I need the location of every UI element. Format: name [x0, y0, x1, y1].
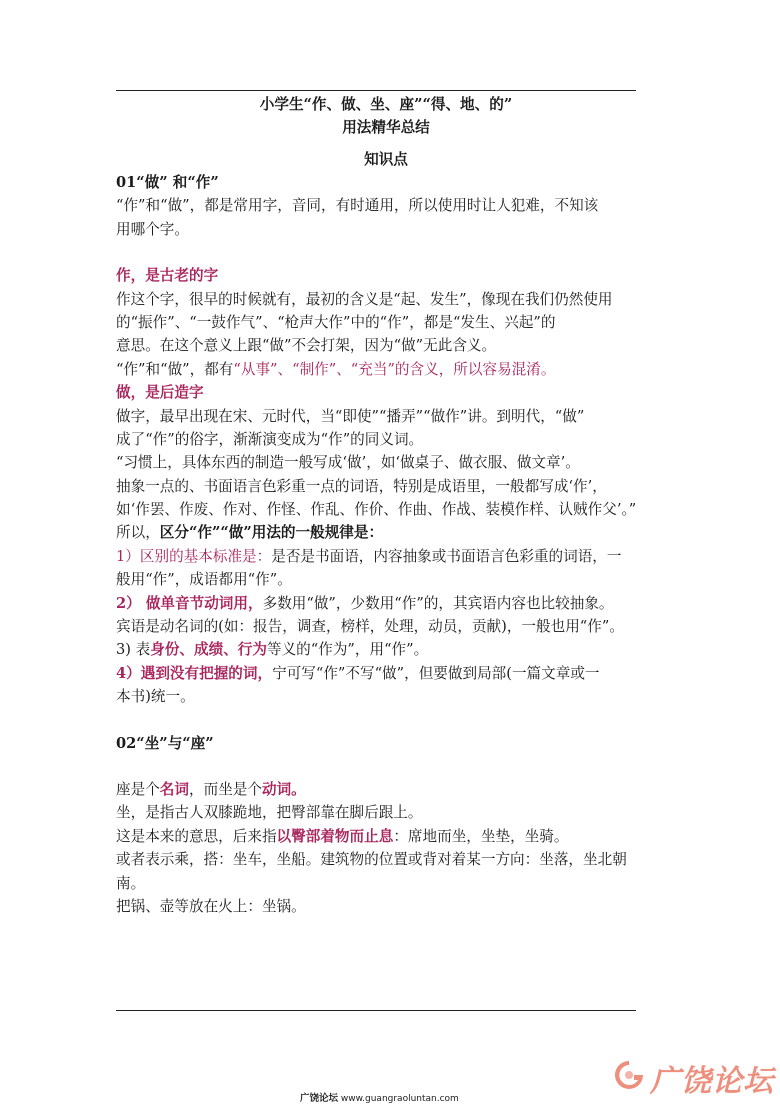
highlight-span: 2） 做单音节动词用，: [116, 594, 263, 612]
text-span: 3) 表: [116, 641, 151, 659]
bottom-rule: [116, 1010, 636, 1011]
site-logo: [612, 1054, 780, 1098]
paragraph-line: 如‘作罢、作废、作对、作怪、作乱、作价、作曲、作战、装模作样、认贼作父’。”: [116, 501, 637, 519]
highlight-span: 动词。: [261, 780, 306, 798]
subheading-zuo-ancient: 作，是古老的字: [116, 267, 219, 285]
doc-title-line2: 用法精华总结: [342, 119, 430, 136]
paragraph-line: 作这个字，很早的时候就有，最初的含义是“起、发生”，像现在我们仍然使用: [116, 290, 613, 308]
paragraph-line: [116, 521, 656, 544]
text-span: 座是个: [116, 780, 160, 798]
footer-site-name: 广饶论坛: [300, 1093, 339, 1104]
highlight-span: 1）区别的基本标准是：: [116, 547, 272, 565]
paragraph-line: 把锅、壶等放在火上：坐锅。: [116, 897, 306, 915]
text-span: 多数用“做”，少数用“作”的，其宾语内容也比较抽象。: [262, 594, 614, 612]
paragraph-line: [116, 778, 656, 801]
subheading-zuo-later: 做，是后造字: [116, 384, 204, 402]
logo-swirl-icon: [612, 1058, 646, 1092]
paragraph-line: 用哪个字。: [116, 220, 189, 238]
paragraph-line: 南。: [116, 874, 146, 892]
highlight-span: 名词: [159, 780, 189, 798]
document-body: [116, 93, 656, 918]
paragraph-line: 或者表示乘，搭：坐车，坐船。建筑物的位置或背对着某一方向：坐落，坐北朝: [116, 851, 627, 869]
bold-span: 区分“作”“做”用法的一般规律是：: [159, 524, 384, 542]
footer-site-text: [300, 1090, 459, 1104]
text-span: 这是本来的意思，后来指: [116, 827, 277, 845]
rule-item-3: [116, 638, 656, 661]
text-span: ，而坐是个: [189, 780, 262, 798]
highlight-span: 身份、成绩、行为: [150, 641, 267, 659]
paragraph-line: 本书)统一。: [116, 688, 195, 706]
paragraph-line: 的“振作”、“一鼓作气”、“枪声大作”中的“作”，都是“发生、兴起”的: [116, 313, 556, 331]
paragraph-line: 抽象一点的、书面语言色彩重一点的词语，特别是成语里，一般都写成‘作’，: [116, 477, 607, 495]
heading-02: 02“坐”与“座”: [116, 734, 214, 752]
rule-item-2: [116, 592, 656, 615]
heading-01: 01“做” 和“作”: [116, 174, 219, 191]
paragraph-line: [116, 358, 656, 381]
rule-item-4: [116, 662, 656, 685]
paragraph-line: [116, 825, 656, 848]
paragraph-line: “习惯上，具体东西的制造一般写成‘做’，如‘做桌子、做衣服、做文章’。: [116, 454, 580, 472]
highlight-span: “从事”、“制作”、“充当”的含义，所以容易混淆。: [233, 360, 556, 378]
text-span: 宁可写“作”不写“做”，但要做到局部(一篇文章或一: [272, 664, 600, 682]
paragraph-line: 宾语是动名词的(如：报告，调查，榜样，处理，动员，贡献)，一般也用“作”。: [116, 618, 624, 636]
logo-text: 广饶论坛: [650, 1064, 774, 1099]
text-span: 所以，: [116, 524, 160, 542]
footer-site-url[interactable]: www.guangraoluntan.com: [340, 1094, 459, 1104]
highlight-span: 以臀部着物而止息: [276, 827, 394, 845]
text-span: ：席地而坐，坐垫，坐骑。: [393, 827, 569, 845]
paragraph-line: 意思。在这个意义上跟“做”不会打架，因为“做”无此含义。: [116, 337, 497, 355]
rule-item-1: [116, 545, 656, 568]
paragraph-line: 成了“作”的俗字，渐渐演变成为“作”的同义词。: [116, 430, 424, 448]
paragraph-line: 般用“作”，成语都用“作”。: [116, 571, 292, 589]
text-span: “作”和“做”，都有: [116, 360, 234, 378]
paragraph-line: 做字，最早出现在宋、元时代，当“即使”“播弄”“做作”讲。到明代，“做”: [116, 407, 585, 425]
doc-title-line1: 小学生“作、做、坐、座”“得、地、的”: [259, 96, 513, 113]
paragraph-line: “作”和“做”，都是常用字，音同，有时通用，所以使用时让人犯难，不知该: [116, 197, 599, 215]
paragraph-line: 坐，是指古人双膝跪地，把臀部靠在脚后跟上。: [116, 804, 423, 822]
text-span: 等义的“作为”，用“作”。: [266, 641, 429, 659]
section-label: 知识点: [364, 151, 408, 168]
top-rule: [116, 90, 636, 91]
text-span: 是否是书面语，内容抽象或书面语言色彩重的词语，一: [271, 547, 622, 565]
highlight-span: 4）遇到没有把握的词，: [116, 664, 273, 682]
